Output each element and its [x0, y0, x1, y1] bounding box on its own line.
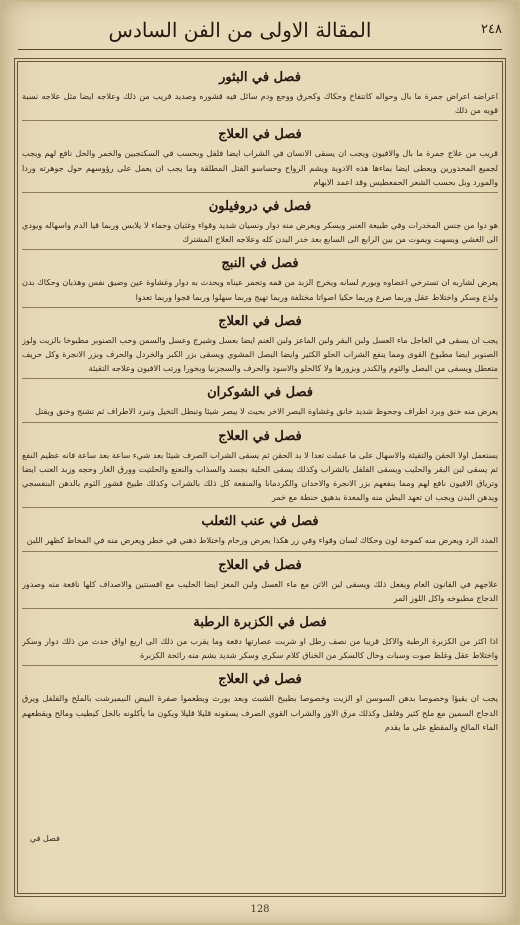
- section-title: فصل في الكزبرة الرطبة: [193, 615, 327, 631]
- section-divider: [22, 551, 498, 552]
- section: [22, 558, 498, 609]
- section-title: فصل في النبج: [221, 256, 299, 272]
- section-body: اذا اكثر من الكزبرة الرطبة والاكل قريبا من نصف رطل او شربت عصارتها دفعة وما يقرب من ذلك الى اربع اواق حدث من ذلك دوار وسكر واختلاط عقل وغلظ صوت وسبات وحال كالسكر من الخناق كلام سكري وسكر شديد يشم منه رائحة الكزبرة: [22, 636, 498, 661]
- section-title: فصل في العلاج: [218, 428, 302, 444]
- section: [22, 199, 498, 250]
- page-content: [22, 64, 498, 891]
- header-page-number: ٢٤٨: [481, 22, 502, 37]
- section-body: يعرض منه خنق وبرد اطراف وجحوظ شديد خانق وغشاوة البصر الاخر بحيث لا يبصر شيئا وتبطل التخيل وتبرد الاطراف ثم تشنج وخنق ويقتل: [34, 406, 498, 417]
- section: [22, 615, 498, 666]
- section-divider: [22, 507, 498, 508]
- section-body: المدد الرد ويعرض منه كموحة لون وحكاك لسان وقواء وفي زر هكذا يعرض وزحام واختلاط ذهني في خطر ويعرض منه في المخاط كظهر اللبن: [26, 535, 498, 546]
- section-body: يجب ان يسقى في العاجل ماء العسل ولبن البقر ولبن الماعز ولبن الغنم ايضا بعسل وشيرج وعسل والسمن وحب الصنوبر مطبوخا بالزيت ولوز الصنوبر ايضا مطبوخ القوى ومما ينفع الشراب الحلو الكثير وايضا البصل المشوي ويسقى بزر الكبر والخردل والحرف وبزر الانجرة وكل حريف متعطل ويسقى من البصل والثوم والكندر وبزورها ولا كالحلو والاسود والحرف والسجزنيا وبخورا ورتب الافيون وعلاجه التقيئة: [22, 334, 498, 374]
- section-title: فصل في البثور: [219, 70, 301, 85]
- section-body: اعراضه اعراض جمرة ما بال وحواله كانتفاخ وحكاك وكحرق ووجع ودم سائل فيه قشوره وصديد قريب من ذلك وعلاجه ايضا مثل علاجه نسبة قويه من ذلك: [22, 91, 498, 116]
- section: [22, 672, 498, 734]
- section-divider: [22, 249, 498, 250]
- section-body: علاجهم في القانون العام ويفعل ذلك ويسقى لبن الاتن مع ماء العسل ولبن المعز ايضا الحليب مع افسنتين والاصداف كلها نافعة منه وصدور الدجاج مطبوخه واكل اللوز المر: [22, 578, 498, 603]
- section-body: قريب من علاج جمرة ما بال والافيون ويجب ان يسقى الانسان في الشراب ايضا فلفل وبحسب في السكنجبين والخمر والحل نافع لهم ويجب لجميع المحدورين ويعطى ايضا بماءها هذه الادوية ويشم الرواح وحساسو الفتل المطلقة وما يجب ان يعمل على رؤوسهم حول جوهرته وردا والمورد وبل بحسب الشعر الحمعطيس وقد اعمد الايهام: [22, 148, 498, 187]
- catchword: فصل في: [30, 834, 60, 843]
- section-title: فصل في العلاج: [218, 557, 302, 573]
- section-title: فصل في عنب الثعلب: [201, 514, 319, 530]
- section-body: يعرض لشاربه ان تسترخي اعضاوه ويورم لسانه ويخرج الزبد من فمه وتحمر عيناه ويحدث به دوار وغشاوة عين وضيق نفس وهذيان وحكاك بدن ولذع وسكر واختلاط عقل وربما صرع وربما حكيا اصواتا مختلفة وربما تهيج وربما سهلوا وربما فجوا وربما تعدوا: [22, 277, 498, 302]
- section-divider: [22, 120, 498, 121]
- section-divider: [22, 378, 498, 379]
- section-divider: [22, 192, 498, 193]
- section: [22, 385, 498, 422]
- section-title: فصل في العلاج: [218, 313, 302, 329]
- section-divider: [22, 665, 498, 666]
- section-divider: [22, 307, 498, 308]
- section: [22, 429, 498, 509]
- section-body: يجب ان يقيؤا وخصوصا بدهن السوسن او الزيت وخصوصا بطبيخ الشبث وبعد يورث ويطعموا صفرة البيض النيمبرشت بالملح والفلفل ويرق الدجاج السمين مع ملح كثير وفلفل وكذلك مرق الاوز والشراب القوي الصرف يسقونه قليلا قليلا ويكون ما يأكلونه بالخل كيطيب ومالح ويقطعهم الماء المالح والمقطع على ما يقدم: [22, 693, 498, 732]
- section-body: يستعمل اولا الحقن والتقيئة والاسهال على ما عملت تعدا لا بد الحقن ثم يسقى الشراب الصرف شيئا بعد شيء ساعة بعد ساعة فانه عظيم النفع ثم يسقى لبن البقر والحليب ويسقى الفلفل بالشراب وكذلك يسقى الحلبة بجسد والسذاب والنعنع والحلتيت وورق الغار وحجه وزبد العنب ايضا وترياق الافيون نافع لهم ومما ينفعهم بزر الانجرة والاحدان والكردمانا والمنفعة كل ذلك بالشراب وكذلك طبيخ قشور الثوم بالدهن البنفسجي ويدهن البدن ويجب ان تعهد البطن منه والمعدة بدهيق حنطة مع خمر: [22, 449, 498, 503]
- section: [22, 314, 498, 380]
- page-title: المقالة الاولى من الفن السادس: [108, 18, 372, 42]
- footer-page-number: 128: [250, 904, 270, 915]
- section-title: فصل في العلاج: [218, 127, 302, 143]
- section: [22, 514, 498, 551]
- section-title: فصل في دروفيلون: [208, 199, 312, 215]
- section-divider: [22, 608, 498, 609]
- section-title: فصل في الشوكران: [207, 385, 313, 401]
- section-divider: [22, 422, 498, 423]
- section-body: هو دوا من جنس المخدرات وفي طبيعة العنبر ويسكر ويعرض منه دوار ونسيان شديد وقواء وغثيان وحماء لا يلابس وربما قيا الدم واسهاله ويودي الى الغشي ويسهت ويموت من بين الرابع الى السابع بعد خدر البدن كله وعلاجه العلاج المشترك: [22, 220, 498, 245]
- book-page: [2, 2, 518, 923]
- section: [22, 70, 498, 121]
- section: [22, 256, 498, 307]
- section-title: فصل في العلاج: [218, 672, 302, 688]
- section: [22, 127, 498, 193]
- page-header: [18, 16, 502, 50]
